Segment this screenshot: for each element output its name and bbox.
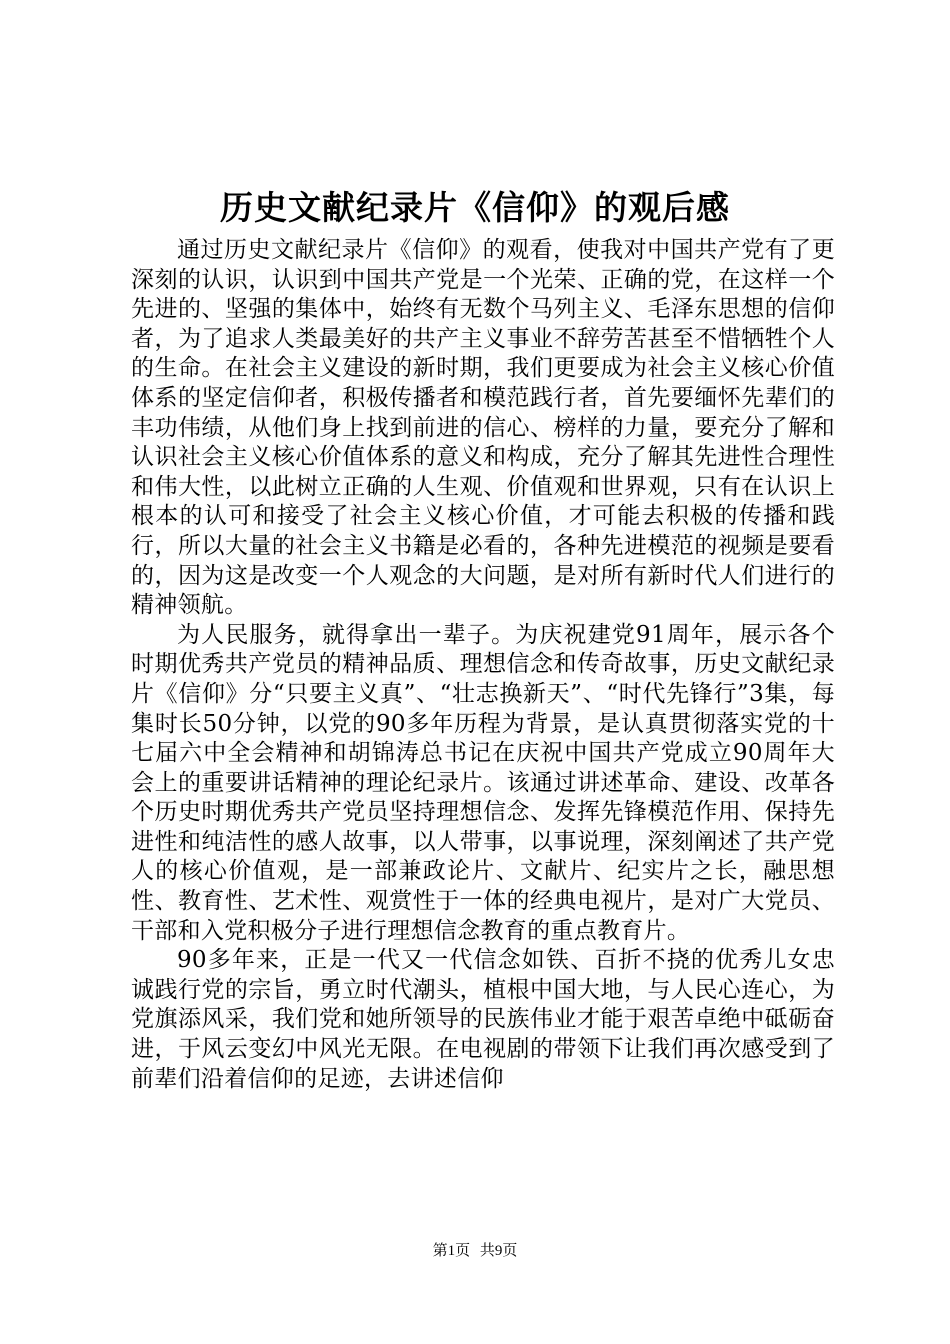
paragraph-3: 90多年来，正是一代又一代信念如铁、百折不挠的优秀儿女忠诚践行党的宗旨，勇立时代潮头，植根中国大地，与人民心连心，为党旗添风采，我们党和她所领导的民族伟业才能于艰苦卓绝中砥砺奋进，于风云变幻中风光无限。在电视剧的带领下让我们再次感受到了前辈们沿着信仰的足迹，去讲述信仰 xyxy=(131,947,835,1092)
page-number: 第1页 xyxy=(432,1243,471,1259)
document-body xyxy=(131,236,835,1094)
page-total: 共9页 xyxy=(479,1243,518,1259)
paragraph-1: 通过历史文献纪录片《信仰》的观看，使我对中国共产党有了更深刻的认识，认识到中国共产党是一个光荣、正确的党，在这样一个先进的、坚强的集体中，始终有无数个马列主义、毛泽东思想的信仰者，为了追求人类最美好的共产主义事业不辞劳苦甚至不惜牺牲个人的生命。在社会主义建设的新时期，我们更要成为社会主义核心价值体系的坚定信仰者，积极传播者和模范践行者，首先要缅怀先辈们的丰功伟绩，从他们身上找到前进的信心、榜样的力量，要充分了解和认识社会主义核心价值体系的意义和构成，充分了解其先进性合理性和伟大性，以此树立正确的人生观、价值观和世界观，只有在认识上根本的认可和接受了社会主义核心价值，才可能去积极的传播和践行，所以大量的社会主义书籍是必看的，各种先进模范的视频是要看的，因为这是改变一个人观念的大问题，是对所有新时代人们进行的精神领航。 xyxy=(131,237,835,619)
page-footer xyxy=(0,1241,950,1261)
document-title: 历史文献纪录片《信仰》的观后感 xyxy=(220,188,730,227)
paragraph-2: 为人民服务，就得拿出一辈子。为庆祝建党91周年，展示各个时期优秀共产党员的精神品质、理想信念和传奇故事，历史文献纪录片《信仰》分“只要主义真”、“壮志换新天”、“时代先锋行”3集，每集时长50分钟，以党的90多年历程为背景，是认真贯彻落实党的十七届六中全会精神和胡锦涛总书记在庆祝中国共产党成立90周年大会上的重要讲话精神的理论纪录片。该通过讲述革命、建设、改革各个历史时期优秀共产党员坚持理想信念、发挥先锋模范作用、保持先进性和纯洁性的感人故事，以人带事，以事说理，深刻阐述了共产党人的核心价值观，是一部兼政论片、文献片、纪实片之长，融思想性、教育性、艺术性、观赏性于一体的经典电视片，是对广大党员、干部和入党积极分子进行理想信念教育的重点教育片。 xyxy=(131,621,835,944)
